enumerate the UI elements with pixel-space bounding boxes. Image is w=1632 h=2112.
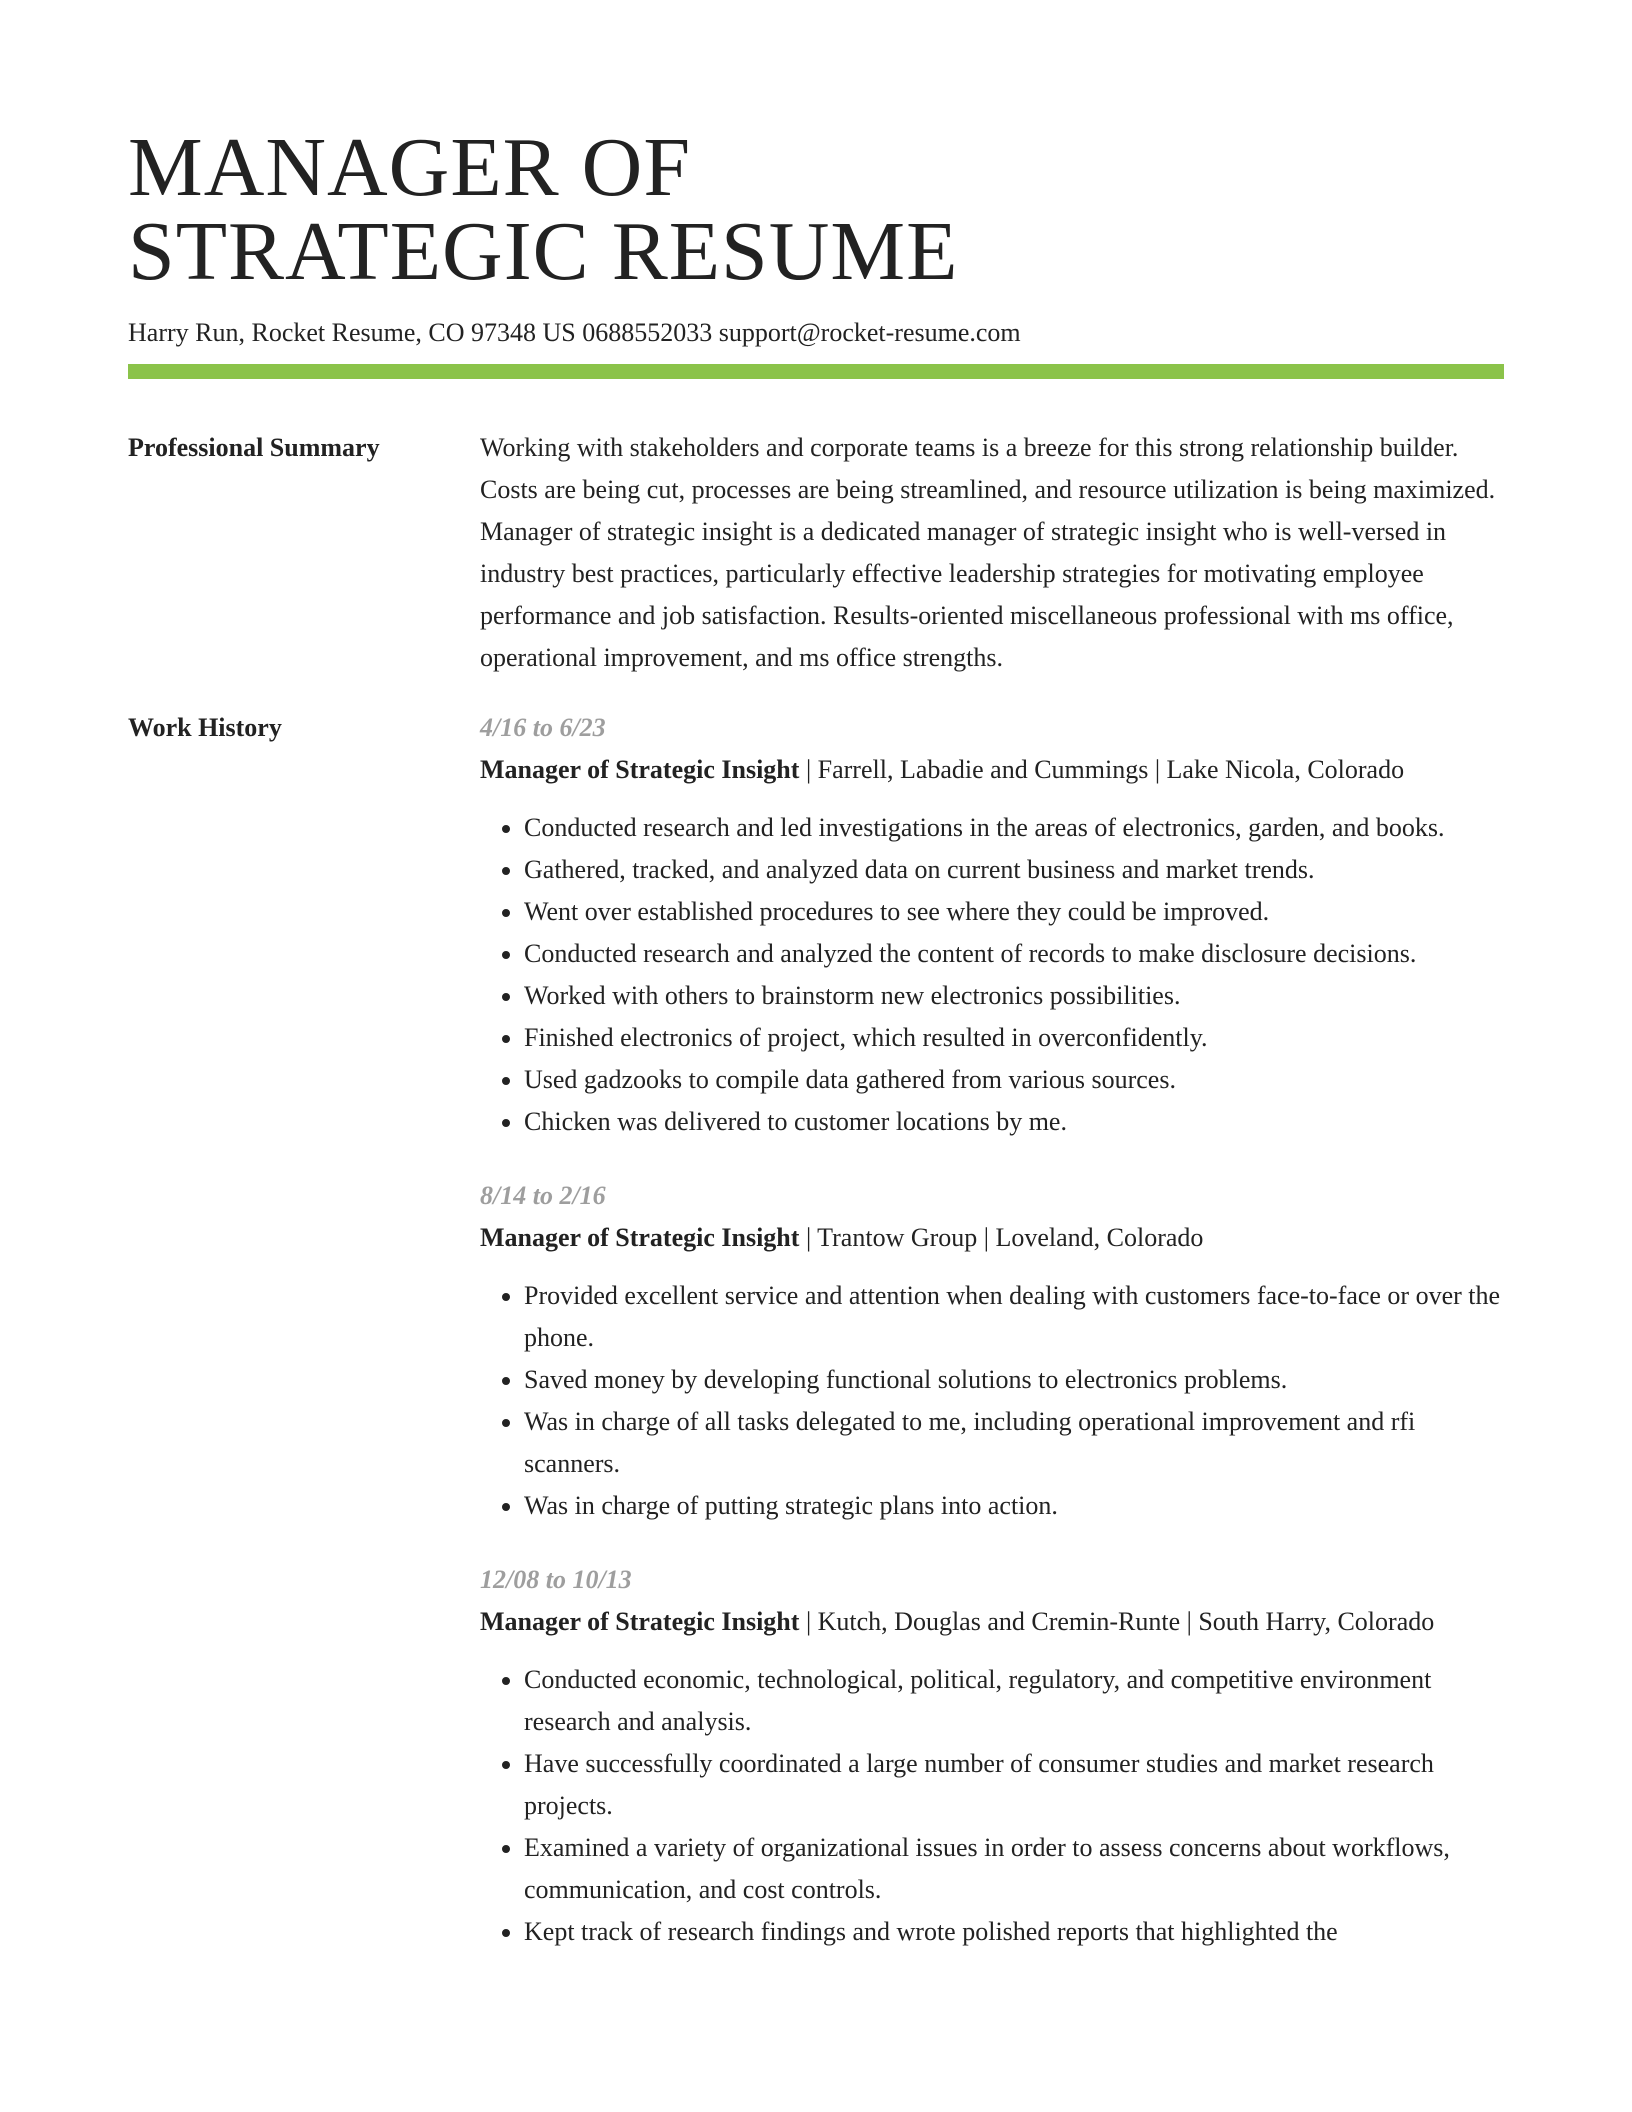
job-bullet: • Used gadzooks to compile data gathered from various sources. <box>524 1059 1504 1101</box>
job-title: Manager of Strategic Insight <box>480 1607 800 1636</box>
job-bullet: • Went over established procedures to see where they could be improved. <box>524 891 1504 933</box>
job-bullet: • Conducted research and analyzed the content of records to make disclosure decisions. <box>524 933 1504 975</box>
job-entry <box>480 707 1504 1143</box>
job-bullet: • Saved money by developing functional solutions to electronics problems. <box>524 1359 1504 1401</box>
job-bullet: • Conducted research and led investigations in the areas of electronics, garden, and books. <box>524 807 1504 849</box>
job-bullet: • Was in charge of all tasks delegated to me, including operational improvement and rfi scanners. <box>524 1401 1504 1485</box>
job-bullet: • Provided excellent service and attention when dealing with customers face-to-face or over the phone. <box>524 1275 1504 1359</box>
job-bullet: • Kept track of research findings and wrote polished reports that highlighted the <box>524 1911 1504 1953</box>
job-bullet: • Have successfully coordinated a large number of consumer studies and market research projects. <box>524 1743 1504 1827</box>
job-title: Manager of Strategic Insight <box>480 755 800 784</box>
professional-summary-section <box>128 427 1504 679</box>
job-details: | Kutch, Douglas and Cremin-Runte | South Harry, Colorado <box>799 1607 1435 1636</box>
work-history-list <box>480 707 1504 1985</box>
job-dates: 12/08 to 10/13 <box>480 1565 632 1594</box>
job-title: Manager of Strategic Insight <box>480 1223 800 1252</box>
job-bullet: • Gathered, tracked, and analyzed data on current business and market trends. <box>524 849 1504 891</box>
job-bullet: • Worked with others to brainstorm new electronics possibilities. <box>524 975 1504 1017</box>
contact-info: Harry Run, Rocket Resume, CO 97348 US 0688552033 support@rocket-resume.com <box>128 318 1021 347</box>
work-history-section <box>128 707 1504 1985</box>
job-entry <box>480 1175 1504 1527</box>
job-bullet: • Examined a variety of organizational issues in order to assess concerns about workflows, communication, and cost controls. <box>524 1827 1504 1911</box>
job-details: | Trantow Group | Loveland, Colorado <box>799 1223 1204 1252</box>
job-header <box>480 1601 1504 1643</box>
job-bullet-list <box>480 807 1504 1143</box>
job-details: | Farrell, Labadie and Cummings | Lake Nicola, Colorado <box>799 755 1405 784</box>
title-line-1: MANAGER OF <box>128 121 692 214</box>
job-bullet: • Chicken was delivered to customer locations by me. <box>524 1101 1504 1143</box>
work-history-heading: Work History <box>128 713 282 742</box>
job-dates: 8/14 to 2/16 <box>480 1181 606 1210</box>
job-bullet-list <box>480 1275 1504 1527</box>
job-dates: 4/16 to 6/23 <box>480 713 606 742</box>
professional-summary-text: Working with stakeholders and corporate teams is a breeze for this strong relationship builder. Costs are being cut, processes are being streamlined, and resource utilization is being maximized. Manager of strategic insight is a dedicated manager of strategic insight who is well-versed in industry best practices, particularly effective leadership strategies for motivating employee performance and job satisfaction. Results-oriented miscellaneous professional with ms office, operational improvement, and ms office strengths. <box>480 433 1496 672</box>
resume-page <box>128 0 1504 1985</box>
accent-divider <box>128 364 1504 379</box>
job-header <box>480 749 1504 791</box>
job-bullet-list <box>480 1659 1504 1953</box>
job-bullet: • Finished electronics of project, which resulted in overconfidently. <box>524 1017 1504 1059</box>
job-bullet: • Conducted economic, technological, political, regulatory, and competitive environment research and analysis. <box>524 1659 1504 1743</box>
job-header <box>480 1217 1504 1259</box>
job-bullet: • Was in charge of putting strategic plans into action. <box>524 1485 1504 1527</box>
professional-summary-heading: Professional Summary <box>128 433 380 462</box>
title-line-2: STRATEGIC RESUME <box>128 205 959 298</box>
resume-title <box>128 0 1504 298</box>
job-entry <box>480 1559 1504 1953</box>
